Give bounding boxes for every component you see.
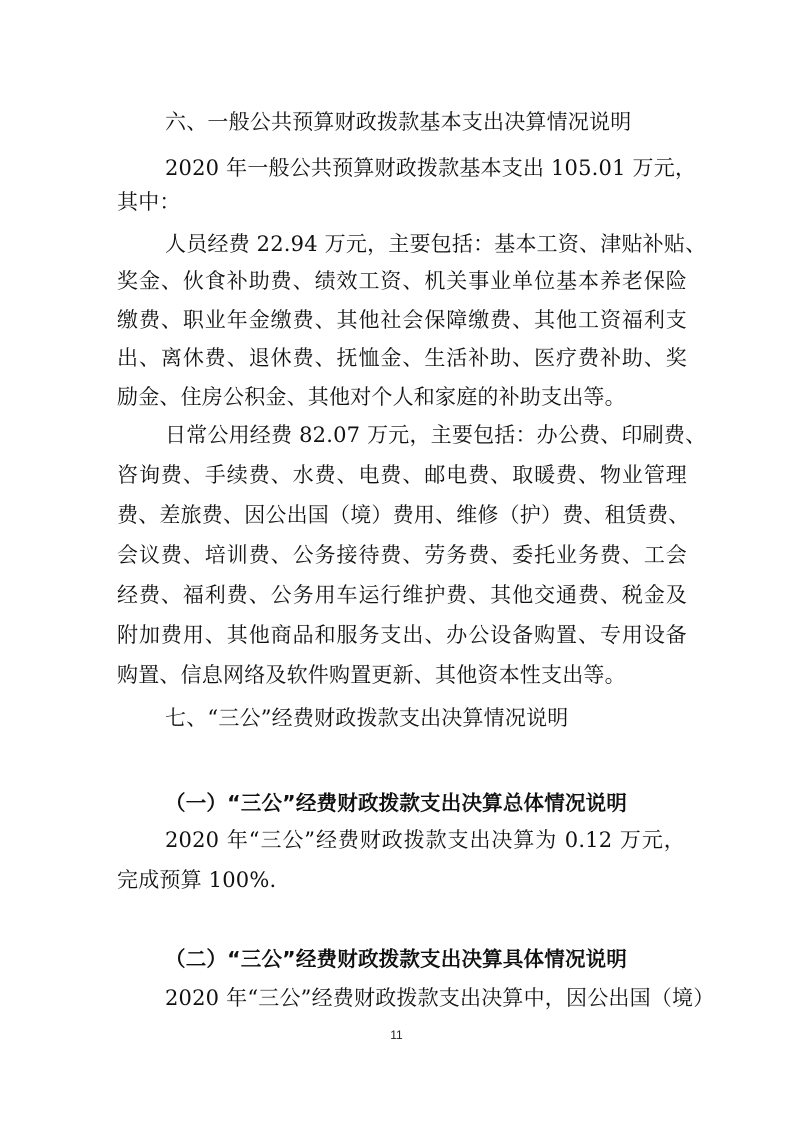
personnel-line-5: 励金、住房公积金、其他对个人和家庭的补助支出等。 <box>117 385 626 409</box>
personnel-line-1: 人员经费 22.94 万元，主要包括：基本工资、津贴补贴、 <box>165 232 707 256</box>
section7-heading: 七、“三公”经费财政拨款支出决算情况说明 <box>165 706 569 730</box>
public-line-1: 日常公用经费 82.07 万元，主要包括：办公费、印刷费、 <box>165 423 707 447</box>
public-line-5: 经费、福利费、公务用车运行维护费、其他交通费、税金及 <box>117 583 687 607</box>
sub1-line-1: 2020 年“三公”经费财政拨款支出决算为 0.12 万元， <box>165 828 685 852</box>
public-line-6: 附加费用、其他商品和服务支出、办公设备购置、专用设备 <box>117 623 687 647</box>
section7-sub1-heading: （一）“三公”经费财政拨款支出决算总体情况说明 <box>165 791 628 815</box>
personnel-line-4: 出、离休费、退休费、抚恤金、生活补助、医疗费补助、奖 <box>117 346 687 370</box>
public-line-4: 会议费、培训费、公务接待费、劳务费、委托业务费、工会 <box>117 543 687 567</box>
section6-intro-line-2: 其中： <box>117 190 181 214</box>
public-line-7: 购置、信息网络及软件购置更新、其他资本性支出等。 <box>117 663 626 687</box>
sub1-line-2: 完成预算 100%. <box>117 868 277 892</box>
sub2-line-1: 2020 年“三公”经费财政拨款支出决算中，因公出国（境） <box>165 986 715 1010</box>
personnel-line-2: 奖金、伙食补助费、绩效工资、机关事业单位基本养老保险 <box>117 269 687 293</box>
section6-heading: 六、一般公共预算财政拨款基本支出决算情况说明 <box>165 110 632 134</box>
section6-intro-line-1: 2020 年一般公共预算财政拨款基本支出 105.01 万元， <box>165 156 697 180</box>
page-number: 11 <box>390 1028 403 1042</box>
public-line-2: 咨询费、手续费、水费、电费、邮电费、取暖费、物业管理 <box>117 463 687 487</box>
personnel-line-3: 缴费、职业年金缴费、其他社会保障缴费、其他工资福利支 <box>117 308 687 332</box>
public-line-3: 费、差旅费、因公出国（境）费用、维修（护）费、租赁费、 <box>117 503 690 527</box>
section7-sub2-heading: （二）“三公”经费财政拨款支出决算具体情况说明 <box>165 947 628 971</box>
